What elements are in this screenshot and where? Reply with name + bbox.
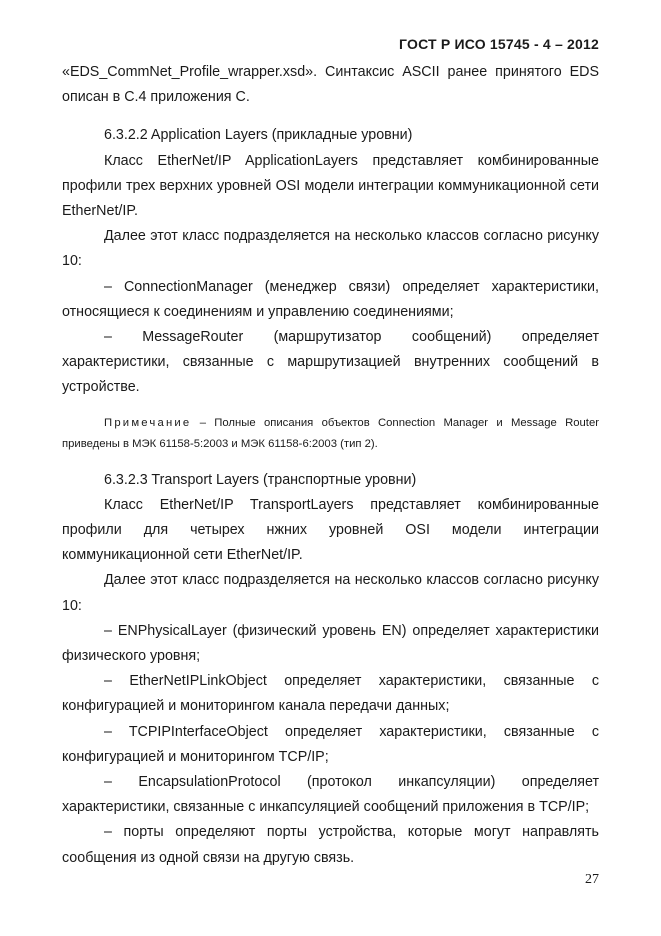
paragraph: Далее этот класс подразделяется на несколько классов согласно рисунку 10: [62, 228, 599, 270]
list-item: – порты определяют порты устройства, которые могут направлять сообщения из одной связи на другую связь. [62, 824, 599, 866]
note-text: – Полные описания объектов Connection Manager и Message Router приведены в МЭК 61158-5:2003 и МЭК 61158-6:2003 (тип 2). [62, 416, 599, 450]
paragraph: Класс EtherNet/IP ApplicationLayers представляет комбинированные профили трех верхних уровней OSI модели интеграции коммуникационной сети EtherNet/IP. [62, 152, 599, 220]
document-body [62, 60, 599, 871]
document-header: ГОСТ Р ИСО 15745 - 4 – 2012 [399, 36, 599, 52]
list-item: – EtherNetIPLinkObject определяет характеристики, связанные с конфигурацией и мониторингом канала передачи данных; [62, 673, 599, 715]
list-item: – MessageRouter (маршрутизатор сообщений) определяет характеристики, связанные с маршрутизацией внутренних сообщений в устройстве. [62, 329, 599, 396]
list-item: – TCPIPInterfaceObject определяет характеристики, связанные с конфигурацией и мониторингом TCP/IP; [62, 723, 599, 765]
page-number: 27 [585, 872, 599, 887]
paragraph: «EDS_CommNet_Profile_wrapper.xsd». Синтаксис ASCII ранее принятого EDS описан в С.4 приложения С. [62, 64, 599, 106]
note-label: Примечание [104, 416, 192, 429]
list-item: – ENPhysicalLayer (физический уровень EN) определяет характеристики физического уровня; [62, 622, 599, 665]
paragraph: Класс EtherNet/IP TransportLayers представляет комбинированные профили для четырех нжних уровней OSI модели интеграции коммуникационной сети EtherNet/IP. [62, 496, 599, 564]
note [62, 413, 599, 455]
paragraph: Далее этот класс подразделяется на несколько классов согласно рисунку 10: [62, 572, 599, 614]
section-heading-6-3-2-2: 6.3.2.2 Application Layers (прикладные уровни) [104, 127, 413, 144]
list-item: – EncapsulationProtocol (протокол инкапсуляции) определяет характеристики, связанные с инкапсуляцией сообщений приложения в TCP/IP; [62, 774, 599, 816]
section-heading-6-3-2-3: 6.3.2.3 Transport Layers (транспортные уровни) [104, 471, 417, 488]
list-item: – ConnectionManager (менеджер связи) определяет характеристики, относящиеся к соединениям и управлению соединениями; [62, 278, 599, 320]
